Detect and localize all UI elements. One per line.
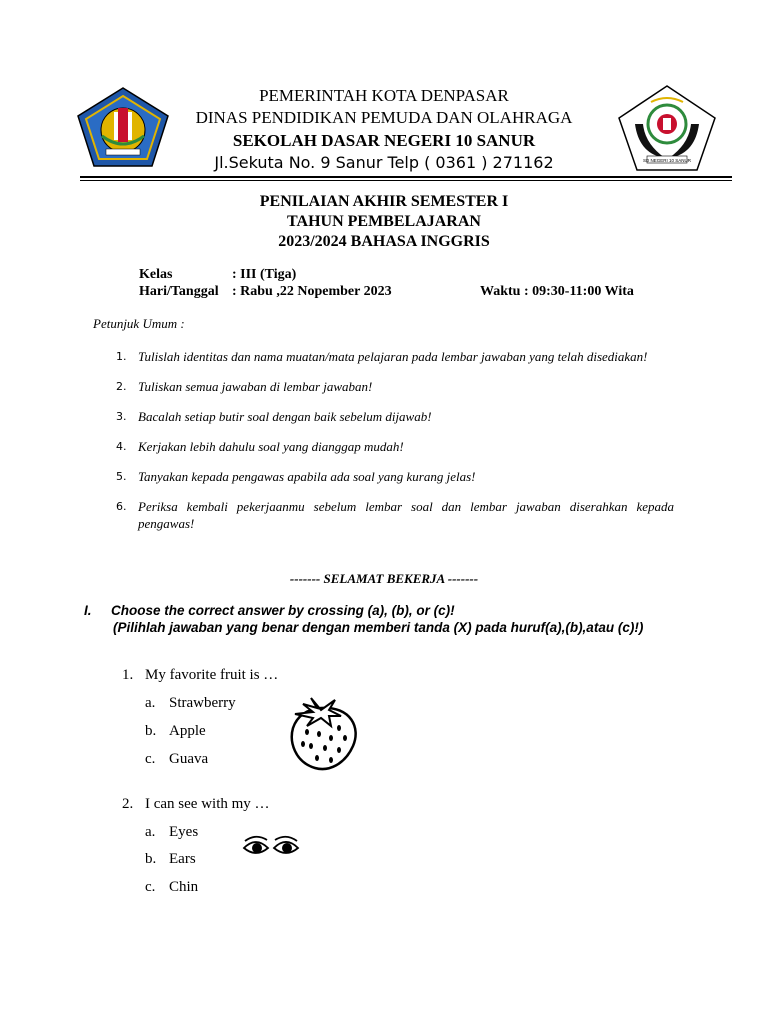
exam-title: PENILAIAN AKHIR SEMESTER I bbox=[259, 193, 509, 210]
list-item bbox=[116, 348, 674, 365]
list-item-number: 3. bbox=[116, 410, 127, 423]
selamat-bekerja: ------- SELAMAT BEKERJA ------- bbox=[289, 571, 479, 586]
option-text: Guava bbox=[169, 751, 209, 767]
section-instruction: Choose the correct answer by crossing (a), (b), or (c)! bbox=[111, 603, 455, 618]
option-letter[interactable]: a. bbox=[145, 824, 156, 840]
department-name: DINAS PENDIDIKAN PEMUDA DAN OLAHRAGA bbox=[195, 108, 573, 127]
option-letter[interactable]: c. bbox=[145, 879, 156, 895]
school-address: Jl.Sekuta No. 9 Sanur Telp ( 0361 ) 271162 bbox=[214, 153, 554, 172]
option-text: Ears bbox=[169, 851, 196, 867]
list-item bbox=[116, 468, 674, 485]
eyes-icon bbox=[242, 832, 302, 860]
option-text: Eyes bbox=[169, 824, 199, 840]
tanggal-value: : Rabu ,22 Nopember 2023 bbox=[232, 284, 392, 299]
header-divider-thin bbox=[80, 180, 732, 181]
list-item-text: Periksa kembali pekerjaanmu sebelum lembar soal dan lembar jawaban diserahkan kepada pengawas! bbox=[138, 499, 674, 531]
exam-year-label: TAHUN PEMBELAJARAN bbox=[287, 213, 481, 230]
list-item bbox=[116, 378, 674, 395]
header-divider-thick bbox=[80, 176, 732, 178]
list-item-number: 1. bbox=[116, 350, 127, 363]
section-translation: (Pilihlah jawaban yang benar dengan memberi tanda (X) pada huruf(a),(b),atau (c)!) bbox=[113, 620, 644, 635]
question-text: I can see with my … bbox=[145, 796, 270, 812]
list-item bbox=[116, 498, 674, 532]
question-number: 2. bbox=[122, 796, 134, 812]
list-item-text: Tanyakan kepada pengawas apabila ada soal yang kurang jelas! bbox=[138, 469, 476, 484]
list-item-text: Kerjakan lebih dahulu soal yang dianggap mudah! bbox=[138, 439, 404, 454]
list-item bbox=[116, 438, 674, 455]
government-name: PEMERINTAH KOTA DENPASAR bbox=[259, 86, 509, 105]
list-item-text: Bacalah setiap butir soal dengan baik sebelum dijawab! bbox=[138, 409, 432, 424]
list-item-number: 2. bbox=[116, 380, 127, 393]
question-text: My favorite fruit is … bbox=[145, 667, 279, 683]
petunjuk-umum-label: Petunjuk Umum : bbox=[93, 316, 185, 331]
kelas-value: : III (Tiga) bbox=[232, 267, 297, 282]
list-item bbox=[116, 408, 674, 425]
list-item-text: Tuliskan semua jawaban di lembar jawaban! bbox=[138, 379, 373, 394]
option-letter[interactable]: a. bbox=[145, 695, 156, 711]
list-item-text: Tulislah identitas dan nama muatan/mata pelajaran pada lembar jawaban yang telah disediakan! bbox=[138, 349, 648, 364]
option-letter[interactable]: b. bbox=[145, 723, 157, 739]
option-letter[interactable]: c. bbox=[145, 751, 156, 767]
kelas-label: Kelas bbox=[139, 267, 173, 282]
section-numeral: I. bbox=[84, 603, 92, 618]
petunjuk-list bbox=[116, 348, 674, 545]
option-text: Apple bbox=[169, 723, 206, 739]
school-name: SEKOLAH DASAR NEGERI 10 SANUR bbox=[232, 131, 536, 150]
question-number: 1. bbox=[122, 667, 134, 683]
waktu-info: Waktu : 09:30-11:00 Wita bbox=[480, 284, 634, 299]
strawberry-icon bbox=[281, 694, 361, 772]
right-logo-caption: SD NEGERI 10 SANUR bbox=[642, 158, 692, 163]
list-item-number: 6. bbox=[116, 500, 127, 513]
list-item-number: 4. bbox=[116, 440, 127, 453]
option-text: Strawberry bbox=[169, 695, 236, 711]
option-text: Chin bbox=[169, 879, 199, 895]
list-item-number: 5. bbox=[116, 470, 127, 483]
option-letter[interactable]: b. bbox=[145, 851, 157, 867]
tanggal-label: Hari/Tanggal bbox=[139, 284, 219, 299]
exam-year-subject: 2023/2024 BAHASA INGGRIS bbox=[278, 233, 490, 250]
